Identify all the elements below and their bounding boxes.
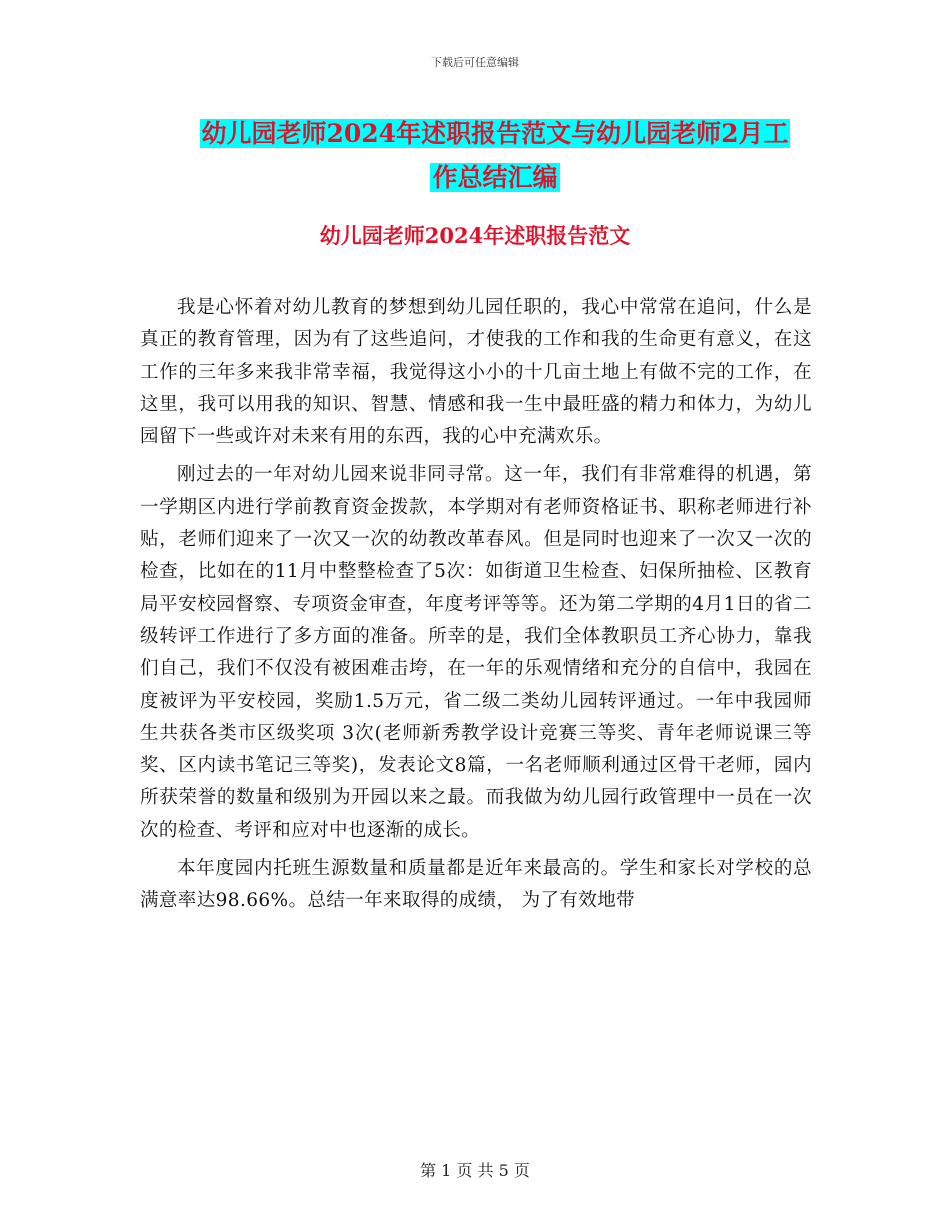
document-title: [140, 112, 850, 200]
body-content: [140, 292, 812, 924]
document-title-line-1: 幼儿园老师2024年述职报告范文与幼儿园老师2月工: [201, 119, 789, 148]
paragraph-3: 本年度园内托班生源数量和质量都是近年来最高的。学生和家长对学校的总满意率达98.66%。总结一年来取得的成绩， 为了有效地带: [140, 858, 812, 912]
document-title-line-2: 作总结汇编: [432, 163, 558, 192]
section-title: 幼儿园老师2024年述职报告范文: [319, 223, 631, 248]
paragraph-1: 我是心怀着对幼儿教育的梦想到幼儿园任职的，我心中常常在追问，什么是真正的教育管理，因为有了这些追问，才使我的工作和我的生命更有意义，在这工作的三年多来我非常幸福，我觉得这小小的十几亩土地上有做不完的工作，在这里，我可以用我的知识、智慧、情感和我一生中最旺盛的精力和体力，为幼儿园留下一些或许对未来有用的东西，我的心中充满欢乐。: [140, 297, 812, 448]
page-number: 第 1 页 共 5 页: [420, 1161, 530, 1180]
paragraph-2: 刚过去的一年对幼儿园来说非同寻常。这一年，我们有非常难得的机遇，第一学期区内进行学前教育资金拨款，本学期对有老师资格证书、职称老师进行补贴，老师们迎来了一次又一次的幼教改革春风。但是同时也迎来了一次又一次的检查，比如在的11月中整整检查了5次：如街道卫生检查、妇保所抽检、区教育局平安校园督察、专项资金审查，年度考评等等。还为第二学期的4月1日的省二级转评工作进行了多方面的准备。所幸的是，我们全体教职员工齐心协力，靠我们自己，我们不仅没有被困难击垮，在一年的乐观情绪和充分的自信中，我园在度被评为平安校园，奖励1.5万元，省二级二类幼儿园转评通过。一年中我园师生共获各类市区级奖项 3次(老师新秀教学设计竞赛三等奖、青年老师说课三等奖、区内读书笔记三等奖)，发表论文8篇，一名老师顺利通过区骨干老师，园内所获荣誉的数量和级别为开园以来之最。而我做为幼儿园行政管理中一员在一次次的检查、考评和应对中也逐渐的成长。: [140, 464, 812, 841]
header-note: 下载后可任意编辑: [431, 56, 519, 69]
